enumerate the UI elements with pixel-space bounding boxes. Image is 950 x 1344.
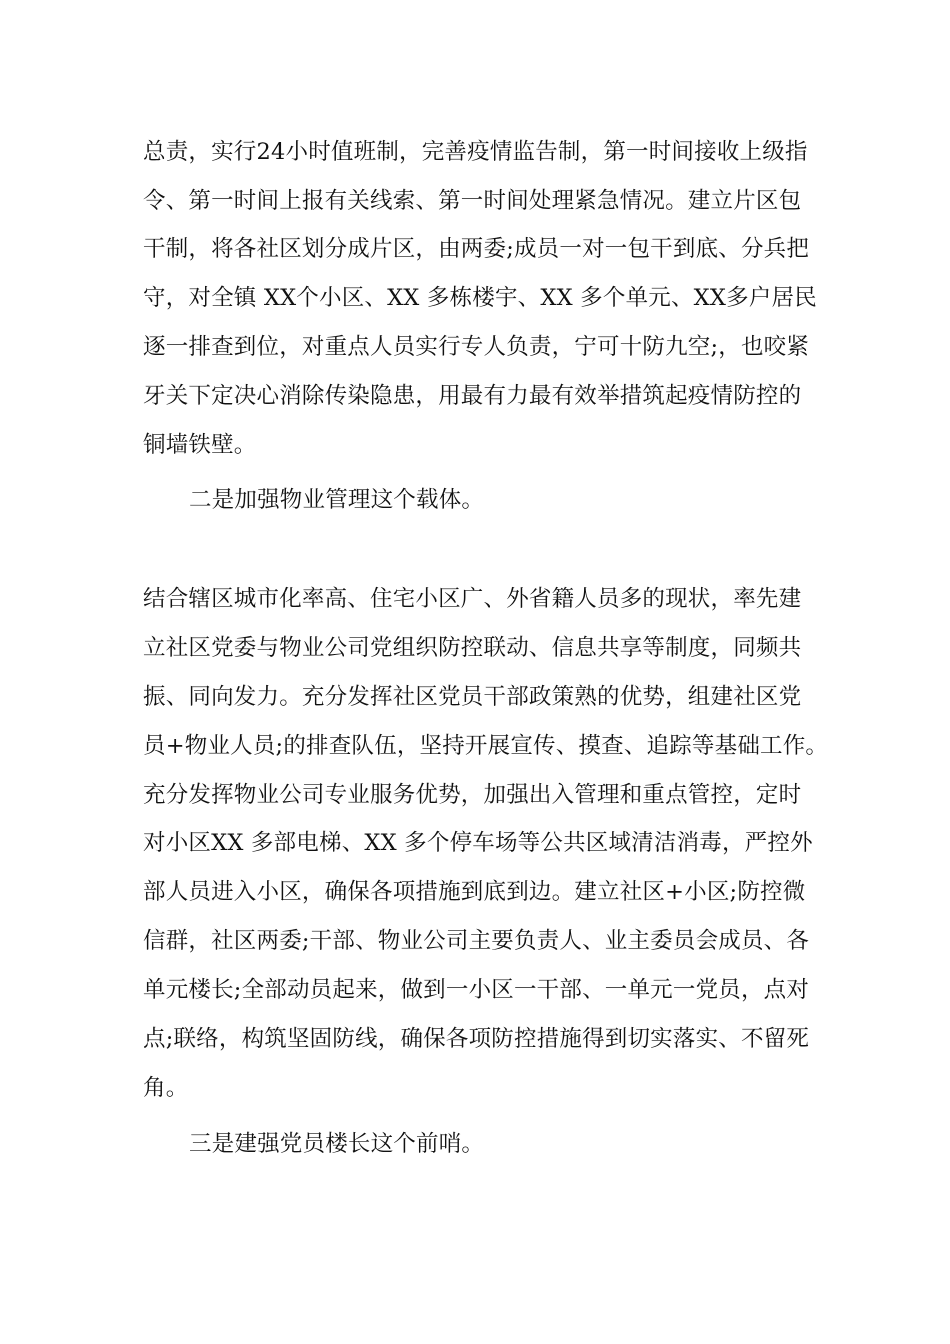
section-heading: 二是加强物业管理这个载体。 bbox=[189, 487, 485, 513]
paragraph-line: 充分发挥物业公司专业服务优势，加强出入管理和重点管控，定时 bbox=[143, 782, 802, 808]
paragraph-line: 守，对全镇 XX个小区、XX 多栋楼宇、XX 多个单元、XX多户居民 bbox=[143, 285, 817, 311]
paragraph-line: 结合辖区城市化率高、住宅小区广、外省籍人员多的现状，率先建 bbox=[143, 586, 802, 612]
paragraph-line: 逐一排查到位，对重点人员实行专人负责，宁可十防九空;，也咬紧 bbox=[143, 334, 810, 360]
paragraph-line: 令、第一时间上报有关线索、第一时间处理紧急情况。建立片区包 bbox=[143, 188, 802, 214]
paragraph-line: 员+物业人员;的排查队伍，坚持开展宣传、摸查、追踪等基础工作。 bbox=[143, 733, 829, 759]
paragraph-line: 立社区党委与物业公司党组织防控联动、信息共享等制度，同频共 bbox=[143, 635, 802, 661]
paragraph-line: 总责，实行24小时值班制，完善疫情监告制，第一时间接收上级指 bbox=[143, 139, 808, 165]
paragraph-line: 铜墙铁壁。 bbox=[143, 432, 257, 458]
paragraph-line: 部人员进入小区，确保各项措施到底到边。建立社区+小区;防控微 bbox=[143, 879, 806, 905]
paragraph-line: 牙关下定决心消除传染隐患，用最有力最有效举措筑起疫情防控的 bbox=[143, 383, 802, 409]
paragraph-line: 信群，社区两委;干部、物业公司主要负责人、业主委员会成员、各 bbox=[143, 928, 810, 954]
paragraph-line: 干制，将各社区划分成片区，由两委;成员一对一包干到底、分兵把 bbox=[143, 236, 810, 262]
paragraph-line: 角。 bbox=[143, 1075, 189, 1101]
paragraph-line: 振、同向发力。充分发挥社区党员干部政策熟的优势，组建社区党 bbox=[143, 684, 802, 710]
section-heading: 三是建强党员楼长这个前哨。 bbox=[189, 1131, 485, 1157]
paragraph-line: 对小区XX 多部电梯、XX 多个停车场等公共区域清洁消毒，严控外 bbox=[143, 830, 813, 856]
paragraph-line: 点;联络，构筑坚固防线，确保各项防控措施得到切实落实、不留死 bbox=[143, 1026, 810, 1052]
paragraph-line: 单元楼长;全部动员起来，做到一小区一干部、一单元一党员，点对 bbox=[143, 977, 810, 1003]
